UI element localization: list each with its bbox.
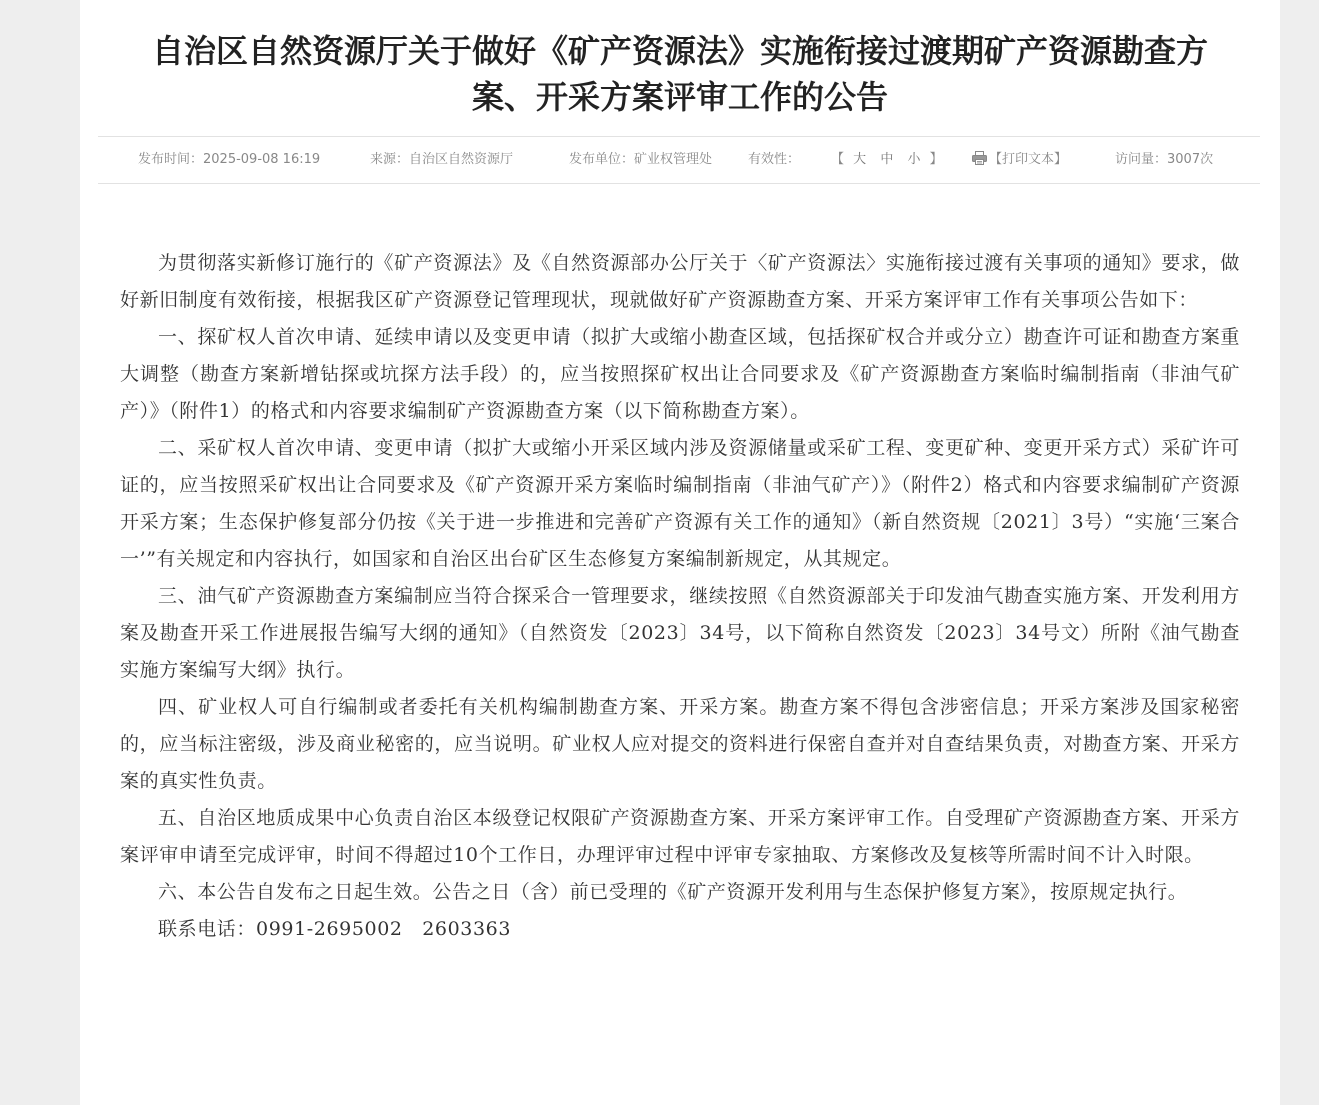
font-size-controls	[831, 151, 943, 169]
article-page	[80, 0, 1280, 1105]
paragraph-item-1: 一、探矿权人首次申请、延续申请以及变更申请（拟扩大或缩小勘查区域，包括探矿权合并或分立）勘查许可证和勘查方案重大调整（勘查方案新增钻探或坑探方法手段）的，应当按照探矿权出让合同要求及《矿产资源勘查方案临时编制指南（非油气矿产）》（附件1）的格式和内容要求编制矿产资源勘查方案（以下简称勘查方案）。	[120, 326, 1240, 422]
view-count: 访问量：3007次	[1115, 152, 1214, 167]
paragraph-intro: 为贯彻落实新修订施行的《矿产资源法》及《自然资源部办公厅关于〈矿产资源法〉实施衔接过渡有关事项的通知》要求，做好新旧制度有效衔接，根据我区矿产资源登记管理现状，现就做好矿产资源勘查方案、开采方案评审工作有关事项公告如下：	[120, 252, 1240, 311]
article-meta-bar	[98, 136, 1260, 184]
publish-unit: 发布单位：矿业权管理处	[569, 152, 713, 167]
paragraph-item-4: 四、矿业权人可自行编制或者委托有关机构编制勘查方案、开采方案。勘查方案不得包含涉密信息；开采方案涉及国家秘密的，应当标注密级，涉及商业秘密的，应当说明。矿业权人应对提交的资料进行保密自查并对自查结果负责，对勘查方案、开采方案的真实性负责。	[120, 696, 1240, 792]
article-title-line-2: 案、开采方案评审工作的公告	[471, 78, 888, 116]
font-size-bracket-close: 】	[929, 152, 943, 167]
paragraph-item-5: 五、自治区地质成果中心负责自治区本级登记权限矿产资源勘查方案、开采方案评审工作。自受理矿产资源勘查方案、开采方案评审申请至完成评审，时间不得超过10个工作日，办理评审过程中评审专家抽取、方案修改及复核等所需时间不计入时限。	[120, 807, 1240, 866]
contact-phone: 联系电话：0991-2695002 2603363	[158, 918, 512, 940]
article-body	[120, 245, 1240, 948]
font-size-small-button[interactable]: 小	[907, 152, 921, 167]
printer-icon	[972, 151, 987, 165]
font-size-medium-button[interactable]: 中	[880, 152, 894, 167]
print-button[interactable]	[972, 151, 1067, 169]
print-label: 【打印文本】	[989, 152, 1068, 167]
source: 来源：自治区自然资源厅	[370, 152, 514, 167]
paragraph-item-3: 三、油气矿产资源勘查方案编制应当符合探采合一管理要求，继续按照《自然资源部关于印发油气勘查实施方案、开发利用方案及勘查开采工作进展报告编写大纲的通知》（自然资发〔2023〕34号，以下简称自然资发〔2023〕34号文）所附《油气勘查实施方案编写大纲》执行。	[120, 585, 1240, 681]
paragraph-item-6: 六、本公告自发布之日起生效。公告之日（含）前已受理的《矿产资源开发利用与生态保护修复方案》，按原规定执行。	[158, 881, 1188, 903]
font-size-bracket-open: 【	[831, 152, 845, 167]
article-title-line-1: 自治区自然资源厅关于做好《矿产资源法》实施衔接过渡期矿产资源勘查方	[151, 32, 1208, 70]
validity: 有效性：	[748, 152, 801, 167]
paragraph-item-2: 二、采矿权人首次申请、变更申请（拟扩大或缩小开采区域内涉及资源储量或采矿工程、变更矿种、变更开采方式）采矿许可证的，应当按照采矿权出让合同要求及《矿产资源开采方案临时编制指南（非油气矿产）》（附件2）格式和内容要求编制矿产资源开采方案；生态保护修复部分仍按《关于进一步推进和完善矿产资源有关工作的通知》（新自然资规〔2021〕3号）“实施‘三案合一’”有关规定和内容执行，如国家和自治区出台矿区生态修复方案编制新规定，从其规定。	[120, 437, 1240, 570]
article-title	[100, 28, 1260, 120]
publish-time: 发布时间：2025-09-08 16:19	[138, 152, 321, 167]
font-size-large-button[interactable]: 大	[853, 152, 867, 167]
